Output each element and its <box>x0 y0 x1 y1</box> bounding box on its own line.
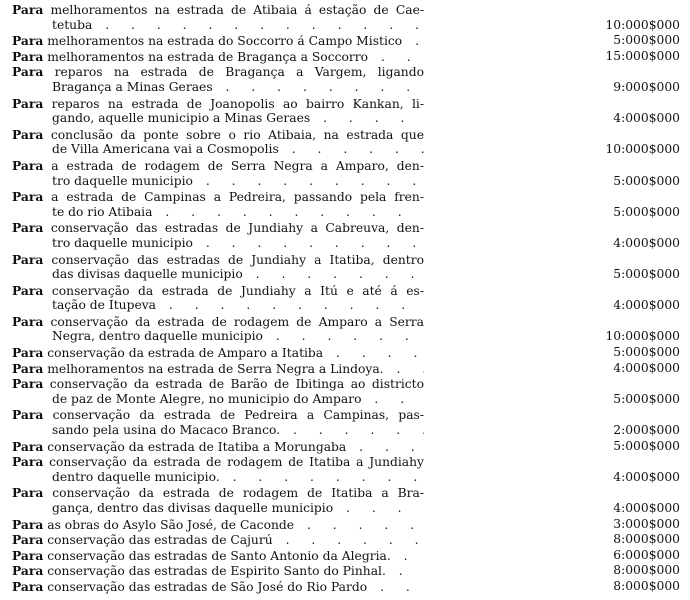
list-item <box>12 283 680 314</box>
item-description-continuation: gando, aquelle municipio a Minas Geraes . . . <box>12 111 424 127</box>
para-label: Para <box>12 438 44 454</box>
item-amount: 5:000$000 <box>613 391 680 406</box>
item-description: Para conservação da estrada de Jundiahy a Itú e até á es- <box>12 282 424 298</box>
item-amount: 6:000$000 <box>613 547 680 562</box>
item-description: Para conclusão da ponte sobre o rio Atibaia, na estrada que <box>12 126 424 142</box>
list-item <box>12 252 680 283</box>
list-item <box>12 407 680 438</box>
item-description: Para conservação da estrada de rodagem de Itatiba a Bra- <box>12 485 424 501</box>
item-description: Para a estrada de Campinas a Pedreira, passando pela fren- <box>12 189 424 205</box>
item-description: Para reparos na estrada de Bragança a Vargem, ligando <box>12 64 424 80</box>
list-item <box>12 532 680 548</box>
item-description-continuation: de paz de Monte Alegre, no municipio do Amparo . . . <box>12 392 424 408</box>
para-label: Para <box>12 64 44 80</box>
para-label: Para <box>12 33 44 49</box>
para-label: Para <box>12 454 44 470</box>
item-description-continuation: tro daquelle municipio . . . <box>12 236 424 252</box>
item-description-continuation: tro daquelle municipio . . . <box>12 174 424 190</box>
item-description: Para as obras do Asylo São José, de Caconde . . . <box>12 517 424 533</box>
item-amount: 8:000$000 <box>613 578 680 593</box>
item-description: Para melhoramentos na estrada de Serra Negra a Lindoya. . . . <box>12 361 424 377</box>
item-description: Para conservação da estrada de rodagem de Itatiba a Jundiahy <box>12 454 424 470</box>
item-amount: 10:000$000 <box>605 329 680 344</box>
list-item <box>12 2 680 33</box>
para-label: Para <box>12 578 44 594</box>
item-amount: 4:000$000 <box>613 469 680 484</box>
item-description: Para melhoramentos na estrada do Soccorro á Campo Mistico . . . <box>12 33 424 49</box>
list-item <box>12 189 680 220</box>
list-item <box>12 96 680 127</box>
list-item <box>12 49 680 65</box>
item-description: Para reparos na estrada de Joanopolis ao bairro Kankan, li- <box>12 95 424 111</box>
item-amount: 4:000$000 <box>613 235 680 250</box>
list-item <box>12 345 680 361</box>
para-label: Para <box>12 251 44 267</box>
item-description: Para conservação das estradas de Cajurú . . . <box>12 532 424 548</box>
appropriations-list <box>12 2 680 595</box>
item-description: Para melhoramentos na estrada de Atibaia á estação de Cae- <box>12 2 424 17</box>
item-description: Para conservação da estrada de Itatiba a Morungaba . . . <box>12 439 424 455</box>
list-item <box>12 485 680 516</box>
item-amount: 5:000$000 <box>613 438 680 453</box>
item-description: Para conservação da estrada de Barão de Ibitinga ao districto <box>12 376 424 392</box>
item-description: Para conservação das estradas de Santo Antonio da Alegria. . . . <box>12 548 424 564</box>
para-label: Para <box>12 126 44 142</box>
item-description: Para melhoramentos na estrada de Bragança a Soccorro . . . <box>12 49 424 65</box>
item-description-continuation: Negra, dentro daquelle municipio . . . <box>12 329 424 345</box>
item-description-continuation: sando pela usina do Macaco Branco. . . . <box>12 423 424 439</box>
list-item <box>12 33 680 49</box>
list-item <box>12 158 680 189</box>
item-description: Para conservação das estradas de São José do Rio Pardo . . . <box>12 579 424 595</box>
para-label: Para <box>12 485 44 501</box>
item-amount: 3:000$000 <box>613 516 680 531</box>
list-item <box>12 64 680 95</box>
list-item <box>12 454 680 485</box>
item-description-continuation: das divisas daquelle municipio . . . <box>12 267 424 283</box>
item-amount: 4:000$000 <box>613 501 680 515</box>
item-description: Para conservação da estrada de Amparo a Itatiba . . . <box>12 345 424 361</box>
para-label: Para <box>12 407 44 423</box>
list-item <box>12 563 680 579</box>
item-amount: 8:000$000 <box>613 563 680 578</box>
para-label: Para <box>12 189 44 205</box>
para-label: Para <box>12 2 44 17</box>
para-label: Para <box>12 220 44 236</box>
para-label: Para <box>12 376 44 392</box>
item-description-continuation: Bragança a Minas Geraes . . . <box>12 80 424 96</box>
para-label: Para <box>12 547 44 563</box>
item-amount: 2:000$000 <box>613 423 680 438</box>
item-description: Para conservação da estrada de rodagem de Amparo a Serra <box>12 313 424 329</box>
item-amount: 5:000$000 <box>613 33 680 48</box>
para-label: Para <box>12 345 44 361</box>
para-label: Para <box>12 95 44 111</box>
item-amount: 10:000$000 <box>605 142 680 157</box>
list-item <box>12 517 680 533</box>
list-item <box>12 361 680 377</box>
item-amount: 8:000$000 <box>613 532 680 547</box>
item-description-continuation: dentro daquelle municipio. . . . <box>12 470 424 486</box>
item-description-continuation: tetuba . . . <box>12 18 424 34</box>
para-label: Para <box>12 313 44 329</box>
item-description: Para conservação das estradas de Jundiahy a Itatiba, dentro <box>12 251 424 267</box>
list-item <box>12 439 680 455</box>
para-label: Para <box>12 516 44 532</box>
item-amount: 4:000$000 <box>613 111 680 126</box>
item-description: Para conservação das estradas de Espirito Santo do Pinhal. . . . <box>12 563 424 579</box>
item-description-continuation: de Villa Americana vai a Cosmopolis . . . <box>12 142 424 158</box>
item-amount: 5:000$000 <box>613 173 680 188</box>
item-description-continuation: gança, dentro das divisas daquelle municipio . . . <box>12 501 424 517</box>
list-item <box>12 314 680 345</box>
item-amount: 4:000$000 <box>613 298 680 313</box>
para-label: Para <box>12 360 44 376</box>
list-item <box>12 376 680 407</box>
item-description-continuation: te do rio Atibaia . . . <box>12 205 424 221</box>
item-amount: 10:000$000 <box>605 17 680 32</box>
para-label: Para <box>12 563 44 579</box>
item-amount: 9:000$000 <box>613 79 680 94</box>
para-label: Para <box>12 532 44 548</box>
item-description: Para conservação da estrada de Pedreira a Campinas, pas- <box>12 407 424 423</box>
item-amount: 5:000$000 <box>613 345 680 360</box>
para-label: Para <box>12 282 44 298</box>
item-amount: 5:000$000 <box>613 204 680 219</box>
para-label: Para <box>12 157 44 173</box>
item-amount: 15:000$000 <box>605 48 680 63</box>
list-item <box>12 220 680 251</box>
list-item <box>12 127 680 158</box>
list-item <box>12 548 680 564</box>
item-description-continuation: tação de Itupeva . . . <box>12 298 424 314</box>
item-amount: 4:000$000 <box>613 360 680 375</box>
item-amount: 5:000$000 <box>613 267 680 282</box>
item-description: Para conservação das estradas de Jundiahy a Cabreuva, den- <box>12 220 424 236</box>
para-label: Para <box>12 48 44 64</box>
list-item <box>12 579 680 595</box>
item-description: Para a estrada de rodagem de Serra Negra a Amparo, den- <box>12 157 424 173</box>
